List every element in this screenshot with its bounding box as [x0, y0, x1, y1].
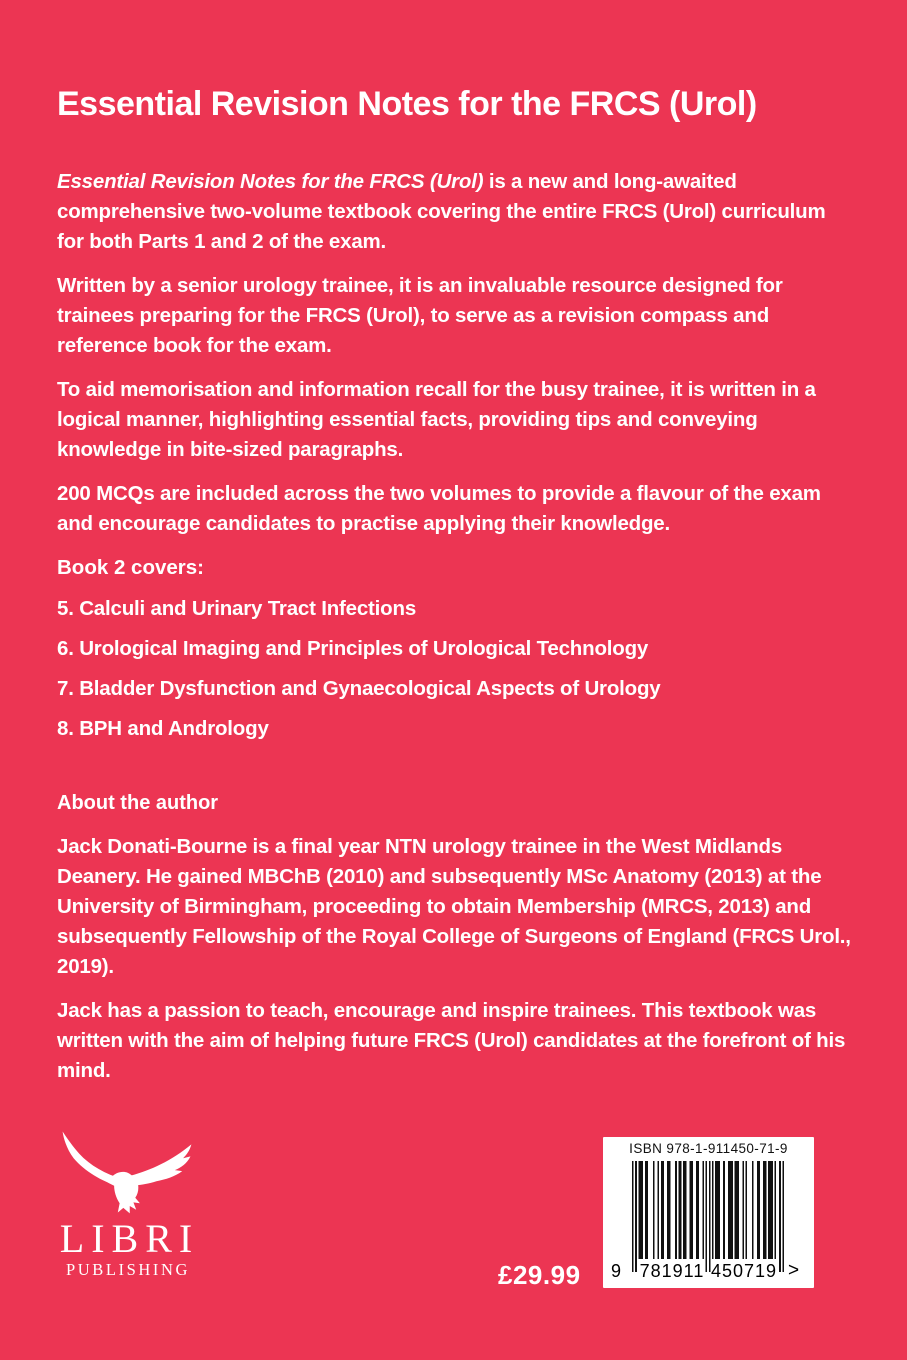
barcode-left-digits: 781911 — [639, 1261, 705, 1281]
blurb-paragraph-1 — [57, 167, 852, 257]
about-paragraph-2: Jack has a passion to teach, encourage and inspire trainees. This textbook was written with the aim of helping future FRCS (Urol) candidates at the forefront of his mind. — [57, 999, 846, 1082]
contents-item-6: 6. Urological Imaging and Principles of Urological Technology — [57, 637, 649, 660]
publisher-name: LIBRI — [59, 1216, 200, 1261]
contents-heading: Book 2 covers: — [57, 556, 204, 579]
book-title: Essential Revision Notes for the FRCS (Urol) — [57, 85, 757, 123]
eagle-in-flight-icon — [52, 1126, 202, 1218]
contents-item-7: 7. Bladder Dysfunction and Gynaecological Aspects of Urology — [57, 677, 661, 700]
barcode-bars — [632, 1161, 784, 1272]
publisher-logo — [52, 1126, 202, 1280]
publisher-subtitle: PUBLISHING — [65, 1260, 191, 1279]
blurb-paragraph-2: Written by a senior urology trainee, it is an invaluable resource designed for trainees preparing for the FRCS (Urol), to serve as a revision compass and reference book for the exam. — [57, 274, 783, 357]
barcode-first-digit: 9 — [611, 1261, 622, 1281]
about-paragraph-1: Jack Donati-Bourne is a final year NTN urology trainee in the West Midlands Deanery. He gained MBChB (2010) and subsequently MSc Anatomy (2013) at the University of Birmingham, proceeding to obtain Membership (MRCS, 2013) and subsequently Fellowship of the Royal College of Surgeons of England (FRCS Urol., 2019). — [57, 835, 851, 978]
cover-text-column — [57, 85, 852, 1100]
barcode-right-digits: 450719 — [711, 1261, 778, 1281]
about-author-heading: About the author — [57, 792, 219, 814]
blurb-book-title-italic: Essential Revision Notes for the FRCS (Urol) — [57, 170, 484, 193]
barcode-arrow: > — [788, 1260, 800, 1281]
barcode-panel — [603, 1137, 814, 1288]
isbn-label: ISBN 978-1-911450-71-9 — [629, 1141, 788, 1156]
blurb-paragraph-4: 200 MCQs are included across the two volumes to provide a flavour of the exam and encourage candidates to practise applying their knowledge. — [57, 482, 821, 535]
contents-item-5: 5. Calculi and Urinary Tract Infections — [57, 597, 417, 620]
price-label: £29.99 — [498, 1260, 581, 1290]
blurb-paragraph-1-rest: is a new and long-awaited comprehensive two-volume textbook covering the entire FRCS (Urol) curriculum for both Parts 1 and 2 of the exam. — [57, 170, 826, 253]
contents-item-8: 8. BPH and Andrology — [57, 717, 269, 740]
blurb-paragraph-3: To aid memorisation and information recall for the busy trainee, it is written in a logical manner, highlighting essential facts, providing tips and conveying knowledge in bite-sized paragraphs. — [57, 378, 816, 461]
